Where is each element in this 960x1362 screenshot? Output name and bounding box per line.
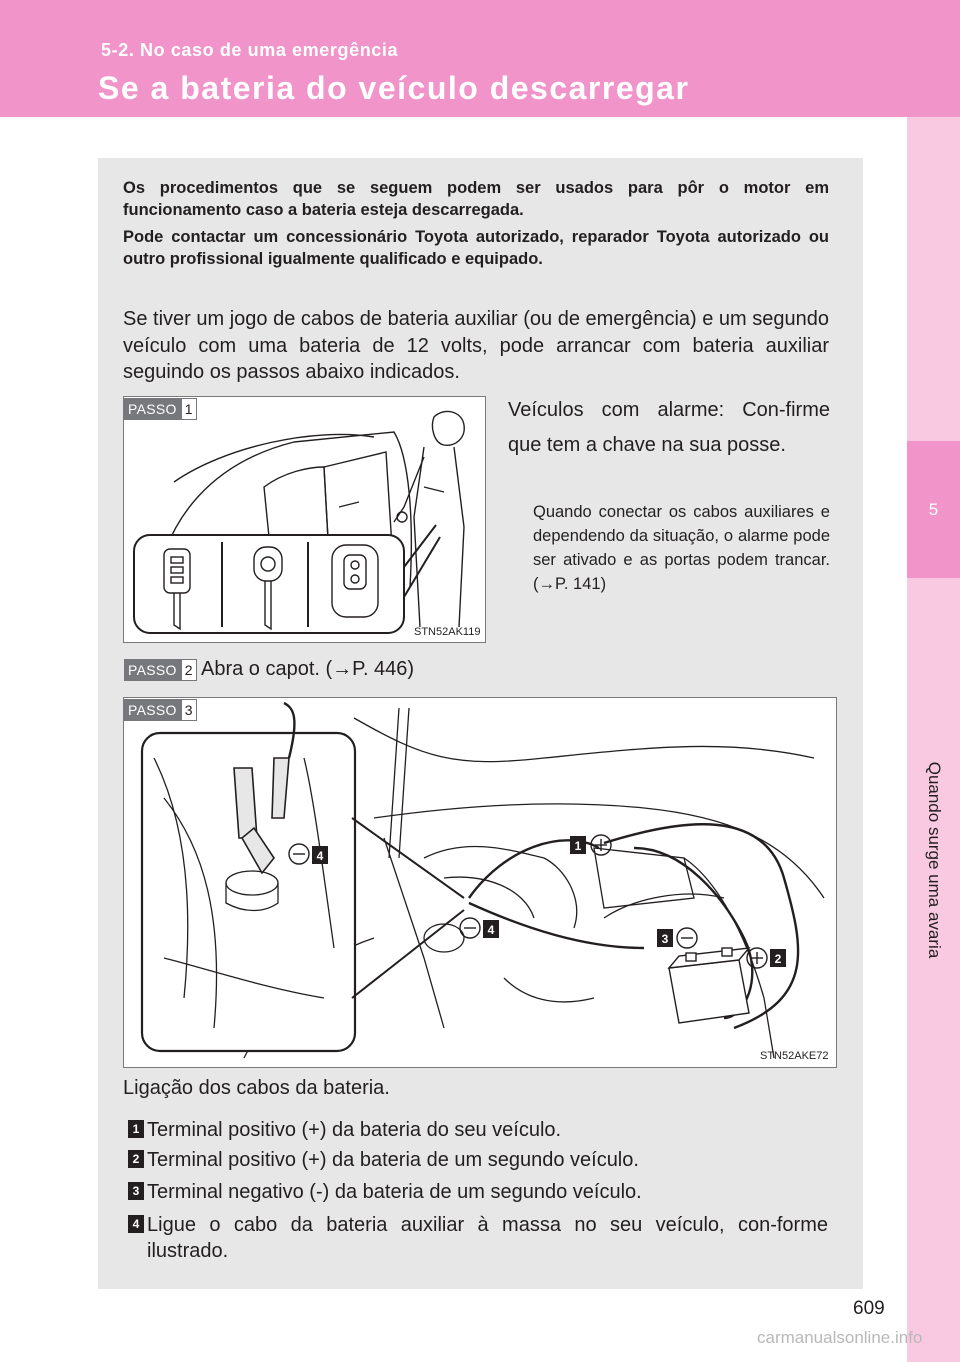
callout-4-main: 4 (487, 923, 495, 937)
callout-2: 2 (774, 952, 782, 966)
page-number: 609 (853, 1298, 885, 1319)
callout-1: 1 (574, 839, 582, 853)
step-number: 2 (181, 659, 197, 681)
page-title: Se a bateria do veículo descarregar (98, 70, 690, 106)
item-number: 3 (128, 1182, 144, 1200)
car-door-key-icon (124, 397, 486, 643)
step1-image-code: STN52AK119 (414, 626, 481, 638)
item-text: Terminal negativo (-) da bateria de um segundo veículo. (147, 1181, 642, 1203)
item-text: Terminal positivo (+) da bateria do seu veículo. (147, 1119, 562, 1141)
list-item (128, 1212, 828, 1264)
watermark[interactable]: carmanualsonline.info (757, 1328, 923, 1347)
list-item (128, 1117, 828, 1143)
step-label: PASSO (124, 659, 181, 681)
step3-image-code: STN52AKE72 (760, 1050, 829, 1062)
step1-illustration (123, 396, 486, 643)
section-heading: 5-2. No caso de uma emergência (101, 40, 399, 60)
list-item (128, 1179, 828, 1205)
item-number: 1 (128, 1120, 144, 1138)
callout-3: 3 (661, 932, 669, 946)
step-number: 1 (181, 398, 197, 420)
step1-note: Quando conectar os cabos auxiliares e dependendo da situação, o alarme pode ser ativado e as portas podem trancar. (→P. 141) (533, 503, 830, 593)
item-text: Ligue o cabo da bateria auxiliar à massa no seu veículo, con-forme ilustrado. (147, 1214, 828, 1262)
intro-paragraph: Se tiver um jogo de cabos de bateria auxiliar (ou de emergência) e um segundo veículo com uma bateria de 12 volts, pode arrancar com bateria auxiliar seguindo os passos abaixo indicados. (123, 308, 829, 383)
item-number: 2 (128, 1150, 144, 1168)
step-number: 3 (181, 699, 197, 721)
list-item (128, 1147, 828, 1173)
step2-badge (124, 659, 197, 681)
step-label: PASSO (124, 398, 181, 420)
chapter-number: 5 (928, 500, 939, 519)
step-label: PASSO (124, 699, 181, 721)
step3-illustration (123, 697, 837, 1068)
intro-bold-1: Os procedimentos que se seguem podem ser usados para pôr o motor em funcionamento caso a bateria esteja descarregada. (123, 179, 829, 219)
intro-bold-2: Pode contactar um concessionário Toyota autorizado, reparador Toyota autorizado ou outro profissional igualmente qualificado e equipado. (123, 228, 829, 268)
chapter-sidebar (907, 117, 960, 1362)
item-text: Terminal positivo (+) da bateria de um segundo veículo. (147, 1149, 639, 1171)
step1-badge (124, 398, 197, 420)
item-number: 4 (128, 1215, 144, 1233)
step1-text: Veículos com alarme: Con-firme que tem a chave na sua posse. (508, 399, 830, 456)
step3-badge (124, 699, 197, 721)
step2-text: Abra o capot. (→P. 446) (201, 658, 415, 680)
callout-4-inset: 4 (316, 849, 324, 863)
jump-start-diagram-icon (124, 698, 837, 1068)
chapter-title-vertical: Quando surge uma avaria (925, 761, 944, 959)
step3-caption: Ligação dos cabos da bateria. (123, 1077, 390, 1099)
